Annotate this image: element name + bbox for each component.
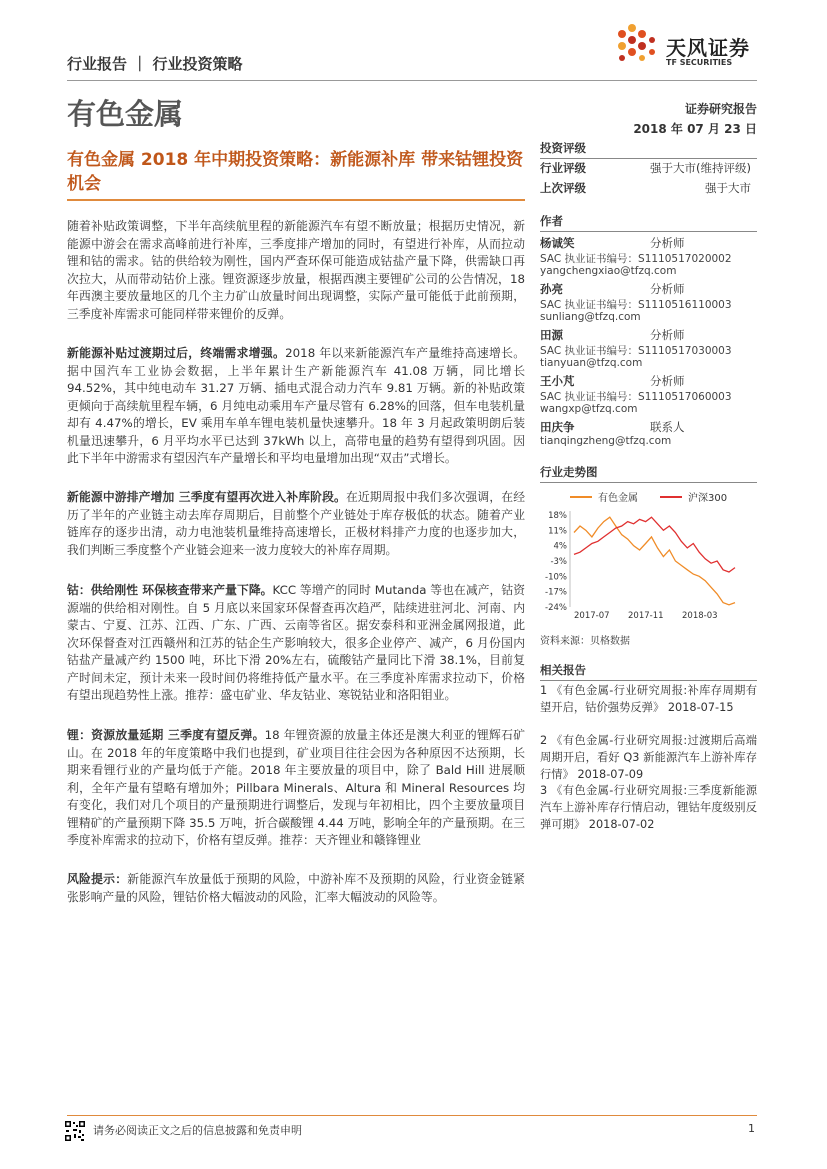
paragraph-heading: 新能源补贴过渡期过后，终端需求增强。 — [67, 346, 286, 360]
chart-legend — [570, 491, 727, 504]
report-type: 证券研究报告 — [684, 102, 757, 116]
paragraph-heading: 新能源中游排产增加 三季度有望再次进入补库阶段。 — [67, 490, 346, 504]
y-tick-label: -3% — [550, 557, 567, 567]
body-paragraph-1: 随着补贴政策调整，下半年高续航里程的新能源汽车有望不断放量；根据历史情况，新能源中游会在需求高峰前进行补库，三季度排产增加的同时，有望进行补库，从而拉动锂和钴的需求。钴的供给较为刚性，国内严查环保可能造成钴盐产量下降，供需缺口再次拉大，从而带动钴价上涨。锂资源逐步放量，根据西澳主要锂矿公司的公告情况，18 年西澳主要放量地区的几个主力矿山放量时间出现调整，实际产量可能低于此前预期，三季度补库需求可能同样带来锂价的反弹。 — [67, 219, 525, 321]
title-divider — [67, 199, 525, 201]
related-report-item[interactable]: 1 《有色金属-行业研究周报:补库存周期有望开启，钴价强势反弹》 2018-07-15 — [540, 684, 757, 714]
y-tick-label: -10% — [545, 572, 567, 583]
author-role: 分析师 — [650, 328, 685, 342]
paragraph-heading: 风险提示： — [67, 872, 128, 886]
legend-label-series-2: 沪深300 — [688, 493, 728, 504]
trend-heading: 行业走势图 — [540, 464, 757, 483]
author-name: 田庆争 — [540, 420, 575, 434]
industry-rating-value: 强于大市(维持评级) — [650, 161, 751, 175]
author-email[interactable]: sunliang@tfzq.com — [540, 311, 641, 323]
author-role: 联系人 — [650, 420, 685, 434]
paragraph-text: 2018 年以来新能源汽车产量维持高速增长。据中国汽车工业协会数据，上半年累计生产新能源汽车 41.08 万辆，同比增长 94.52%，其中纯电动车 31.27 万辆、插电式混合动力汽车 9.81 万辆。新的补贴政策更倾向于高续航里程车辆，6 月纯电动乘用车产量尽管有 6.28%的回落，但车电装机量却有 4.47%的增长，EV 乘用车单车锂电装机量快速攀升。18 年 3 月起政策明朗后装机量迅速攀升，6 月平均水平已达到 37kWh 以上，高带电量的趋势有望得到巩固。因此下半年中游需求有望因汽车产量增长和平均电量增加出现“双击”式增长。 — [67, 346, 525, 465]
author-sac: SAC 执业证书编号：S1110517060003 — [540, 391, 732, 403]
author-role: 分析师 — [650, 236, 685, 250]
trend-chart — [540, 485, 757, 625]
paragraph-text: KCC 等增产的同时 Mutanda 等也在减产，钴资源端的供给相对刚性。自 5 月底以来国家环保督查再次趋严，陆续进驻河北、河南、内蒙古、宁夏、江苏、江西、广东、广西、云南等省区。据安泰科和亚洲金属网报道，此次环保督查对江西赣州和江苏的钴企生产影响较大，很多企业停产、减产，6 月份国内钴盐产量减产约 1500 吨，环比下滑 20%左右，硫酸钴产量同比下滑 38.1%，目前复产时间未定，预计未来一段时间仍将维持低产量水平。在三季度补库需求拉动下，价格有望出现趋势性上涨。推荐：盛屯矿业、华友钴业、寒锐钴业和洛阳钼业。 — [67, 583, 526, 702]
previous-rating-value: 强于大市 — [705, 181, 751, 195]
authors-heading: 作者 — [540, 213, 757, 232]
company-logo — [612, 20, 762, 75]
paragraph-text: 在近期周报中我们多次强调，在经历了半年的产业链主动去库存周期后，目前整个产业链处于库存极低的状态。随着产业链库存的逐步出清，动力电池装机量维持高速增长，正极材料排产力度的也逐步加大，我们判断三季度整个产业链会迎来一波力度较大的补库存周期。 — [67, 490, 525, 557]
rating-heading: 投资评级 — [540, 140, 757, 159]
author-name: 杨诚笑 — [540, 236, 575, 250]
industry-rating-row — [540, 160, 757, 176]
author-email[interactable]: tianyuan@tfzq.com — [540, 357, 643, 369]
previous-rating-row — [540, 180, 757, 196]
logo-dots-icon — [612, 20, 662, 70]
series-line-1 — [574, 517, 735, 605]
author-role: 分析师 — [650, 374, 685, 388]
y-tick-label: -24% — [545, 603, 567, 613]
related-report-item[interactable]: 3 《有色金属-行业研究周报:三季度新能源汽车上游补库存行情启动，锂钴年度级别反弹可期》 2018-07-02 — [540, 784, 757, 831]
page-number: 1 — [748, 1122, 755, 1135]
y-tick-label: 18% — [548, 511, 567, 521]
author-name: 王小芃 — [540, 374, 575, 388]
report-title: 有色金属 2018 年中期投资策略：新能源补库 带来钴锂投资机会 — [67, 150, 524, 194]
logo-name: 天风证券 — [666, 36, 750, 60]
header-divider — [67, 80, 757, 81]
x-tick-label: 2018-03 — [682, 611, 718, 621]
footer-divider — [67, 1115, 757, 1116]
legend-label-series-1: 有色金属 — [598, 493, 638, 504]
chart-source: 资料来源：贝格数据 — [540, 636, 630, 647]
body-paragraph-5 — [67, 727, 525, 850]
x-tick-label: 2017-07 — [574, 611, 610, 621]
previous-rating-label: 上次评级 — [540, 181, 586, 195]
paragraph-text: 18 年锂资源的放量主体还是澳大利亚的锂辉石矿山。在 2018 年的年度策略中我们也提到，矿业项目往往会因为各种原因不达预期，长期来看锂行业的产量均低于产能。2018 年主要放量的项目中，除了 Bald Hill 进展顺利，全年产量有望略有增加外；Pillbara Minerals、Altura 和 Mineral Resources 均有变化，我们对几个项目的产量预期进行调整后，发现与年初相比，四个主要放量项目锂精矿的产量预期下降 35.5 万吨，折合碳酸锂 4.44 万吨，影响全年的产量预期。在三季度补库需求的拉动下，价格有望反弹。推荐：天齐锂业和赣锋锂业 — [67, 728, 525, 847]
paragraph-heading: 钴：供给刚性 环保核查带来产量下降。 — [67, 583, 273, 597]
paragraph-text: 新能源汽车放量低于预期的风险，中游补库不及预期的风险，行业资金链紧张影响产量的风险，锂钴价格大幅波动的风险，汇率大幅波动的风险等。 — [67, 872, 525, 904]
related-report-item[interactable]: 2 《有色金属-行业研究周报:过渡期后高端周期开启，看好 Q3 新能源汽车上游补库存行情》 2018-07-09 — [540, 734, 757, 781]
author-sac: SAC 执业证书编号：S1110516110003 — [540, 299, 732, 311]
report-category: 行业报告 ｜ 行业投资策略 — [67, 55, 243, 73]
y-tick-label: -17% — [545, 587, 567, 598]
author-name: 田源 — [540, 328, 563, 342]
industry-rating-label: 行业评级 — [540, 161, 586, 175]
author-email[interactable]: yangchengxiao@tfzq.com — [540, 265, 677, 277]
author-email[interactable]: wangxp@tfzq.com — [540, 403, 638, 415]
author-sac: SAC 执业证书编号：S1110517020002 — [540, 253, 732, 265]
related-heading: 相关报告 — [540, 662, 757, 681]
author-sac: SAC 执业证书编号：S1110517030003 — [540, 345, 732, 357]
logo-english-name: TF SECURITIES — [666, 58, 733, 67]
y-tick-label: 4% — [553, 541, 567, 552]
footer-disclaimer: 请务必阅读正文之后的信息披露和免责申明 — [93, 1124, 302, 1137]
body-paragraph-4 — [67, 582, 525, 705]
author-name: 孙亮 — [540, 282, 563, 296]
y-tick-label: 11% — [548, 526, 567, 537]
body-paragraph-3 — [67, 489, 525, 559]
paragraph-heading: 锂：资源放量延期 三季度有望反弹。 — [67, 728, 265, 742]
body-paragraph-2 — [67, 345, 525, 468]
author-email[interactable]: tianqingzheng@tfzq.com — [540, 435, 672, 447]
series-line-2 — [574, 517, 735, 572]
body-paragraph-6 — [67, 871, 525, 906]
author-role: 分析师 — [650, 282, 685, 296]
qr-code-icon — [64, 1120, 86, 1142]
report-date: 2018 年 07 月 23 日 — [633, 122, 757, 136]
x-tick-label: 2017-11 — [628, 611, 664, 621]
industry-title: 有色金属 — [67, 97, 184, 131]
